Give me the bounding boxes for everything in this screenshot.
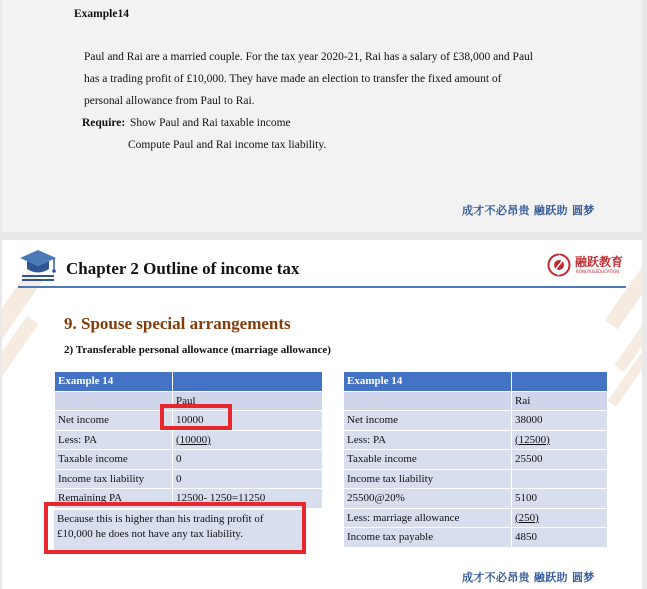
row-label: Less: PA xyxy=(344,430,512,450)
row-label xyxy=(55,391,173,411)
row-value: (12500) xyxy=(512,430,608,450)
row-label: Less: marriage allowance xyxy=(344,508,512,528)
table-header-title: Example 14 xyxy=(344,372,512,392)
chapter-underline xyxy=(18,286,626,288)
require-item-1: Show Paul and Rai taxable income xyxy=(130,117,291,129)
brand-logo-text: 融跃教育 xyxy=(575,255,624,269)
section-title: 9. Spouse special arrangements xyxy=(64,314,291,333)
row-value xyxy=(512,469,608,489)
row-value: 38000 xyxy=(512,411,608,431)
slide1-footer-slogan: 成才不必昂贵 融跃助 圆梦 xyxy=(462,204,595,217)
brand-logo-icon xyxy=(547,253,571,277)
row-label: Less: PA xyxy=(55,430,173,450)
slide-chapter-content xyxy=(2,240,642,589)
brand-logo-subtext: RONGYUEEDUCATION xyxy=(576,269,620,274)
row-value: (10000) xyxy=(173,430,323,450)
table-header-blank xyxy=(173,372,323,392)
question-line-3: personal allowance from Paul to Rai. xyxy=(84,95,255,107)
table-row xyxy=(55,469,323,489)
table-header-row xyxy=(344,372,608,392)
slide-example-question xyxy=(2,0,642,232)
question-line-1: Paul and Rai are a married couple. For the tax year 2020-21, Rai has a salary of £38,000 and Paul xyxy=(84,51,534,63)
slide2-footer-slogan: 成才不必昂贵 融跃助 圆梦 xyxy=(462,571,595,584)
row-label: Income tax payable xyxy=(344,528,512,548)
row-label xyxy=(344,391,512,411)
table-row xyxy=(344,469,608,489)
row-value: 25500 xyxy=(512,450,608,470)
row-value: 4850 xyxy=(512,528,608,548)
highlight-box-note xyxy=(44,502,306,554)
table-header-title: Example 14 xyxy=(55,372,173,392)
question-line-2: has a trading profit of £10,000. They have made an election to transfer the fixed amount of xyxy=(84,73,502,85)
row-value: 10000 xyxy=(173,411,323,431)
row-label: Net income xyxy=(55,411,173,431)
column-header-rai: Rai xyxy=(512,391,608,411)
require-label: Require: xyxy=(82,117,126,129)
row-label: Income tax liability xyxy=(344,469,512,489)
row-label: Taxable income xyxy=(55,450,173,470)
row-label: Net income xyxy=(344,411,512,431)
row-label: Income tax liability xyxy=(55,469,173,489)
rai-table xyxy=(343,371,608,548)
row-value: 12500- 1250=11250 xyxy=(173,489,323,509)
table-row xyxy=(344,391,608,411)
subsection-title: 2) Transferable personal allowance (marriage allowance) xyxy=(64,344,331,356)
row-label: Remaining PA xyxy=(55,489,173,509)
row-value: 5100 xyxy=(512,489,608,509)
column-header-paul: Paul xyxy=(173,391,323,411)
row-value: (250) xyxy=(512,508,608,528)
table-row xyxy=(344,489,608,509)
require-item-2: Compute Paul and Rai income tax liability. xyxy=(128,139,327,151)
graduation-cap-icon xyxy=(18,248,58,282)
table-row xyxy=(55,430,323,450)
chapter-title: Chapter 2 Outline of income tax xyxy=(66,259,300,278)
table-row xyxy=(344,430,608,450)
table-row xyxy=(55,450,323,470)
example-title: Example14 xyxy=(74,8,129,20)
table-header-blank xyxy=(512,372,608,392)
table-row xyxy=(344,450,608,470)
table-row xyxy=(344,411,608,431)
paul-explanation-note: Because this is higher than his trading profit of £10,000 he does not have any tax liability. xyxy=(54,510,302,554)
highlight-box-net-income xyxy=(160,404,232,430)
paul-table xyxy=(54,371,323,509)
table-row xyxy=(344,528,608,548)
row-label: 25500@20% xyxy=(344,489,512,509)
table-header-row xyxy=(55,372,323,392)
row-label: Taxable income xyxy=(344,450,512,470)
row-value: 0 xyxy=(173,469,323,489)
table-row xyxy=(344,508,608,528)
row-value: 0 xyxy=(173,450,323,470)
